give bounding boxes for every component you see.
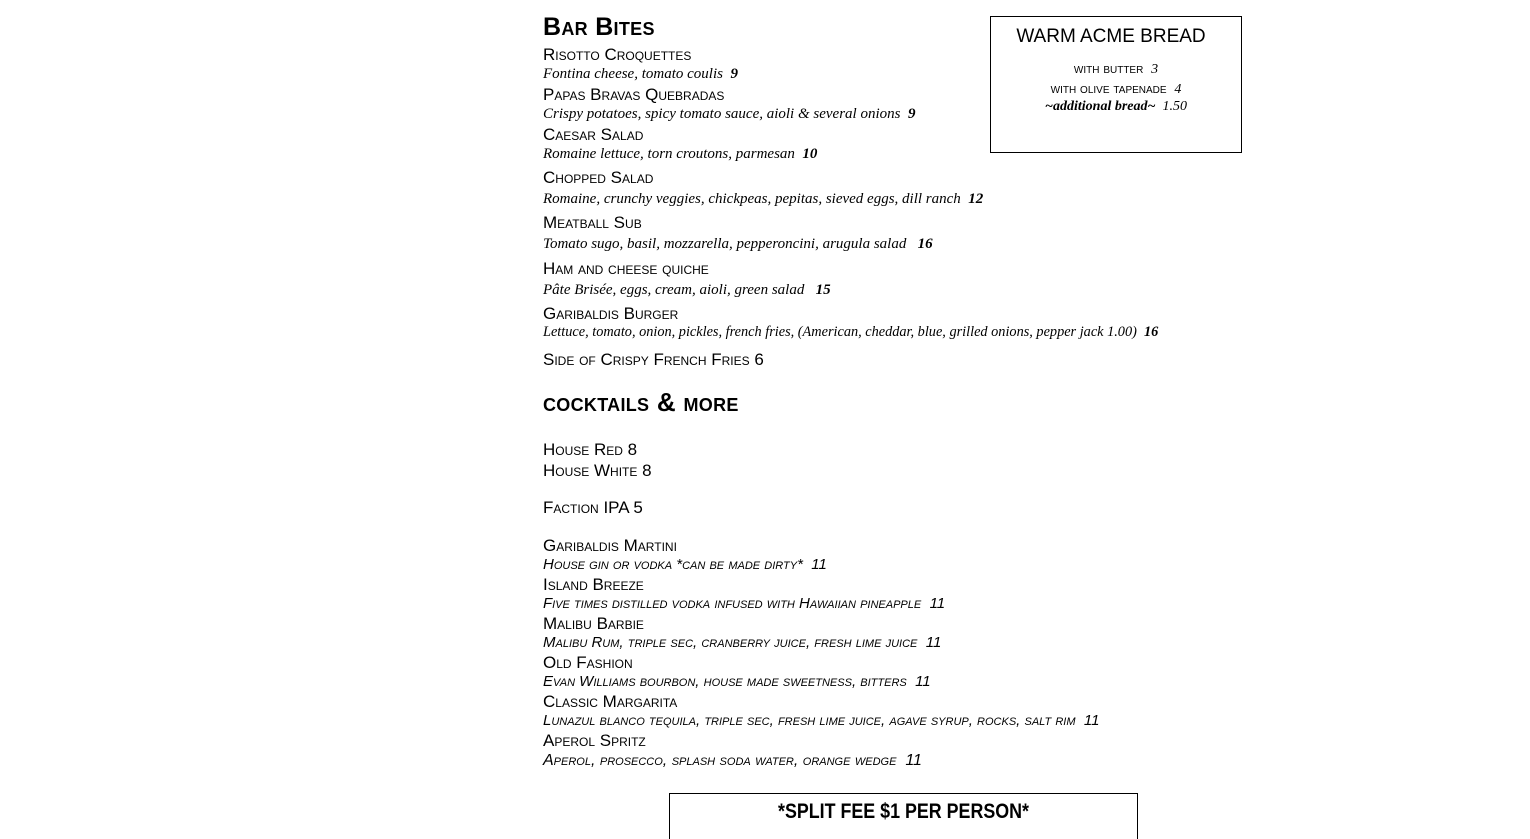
split-fee-text: *SPLIT FEE $1 PER PERSON* [778,800,1029,823]
menu-item-name: Caesar Salad [543,125,644,144]
wine-item: House White 8 [543,461,652,480]
menu-item-price: 9 [730,66,738,82]
menu-item-desc: Romaine lettuce, torn croutons, parmesan 10 [543,146,818,162]
menu-item-price: 15 [815,282,831,298]
menu-item-desc: Fontina cheese, tomato coulis 9 [543,66,738,82]
bar-bites-heading: Bar Bites [543,13,655,41]
drink-desc: Lunazul blanco tequila, triple sec, fresh lime juice, agave syrup, rocks, salt rim 11 [543,712,1100,729]
menu-item-price: 16 [1144,324,1159,340]
menu-item-name: Ham and cheese quiche [543,259,709,278]
drink-desc: House gin or vodka *can be made dirty* 11 [543,556,827,573]
cocktails-heading: cocktails & more [543,387,739,417]
drink-desc: Evan Williams bourbon, house made sweetness, bitters 11 [543,673,931,690]
menu-item-desc: Tomato sugo, basil, mozzarella, pepperoncini, arugula salad 16 [543,236,933,252]
drink-desc: Malibu Rum, triple sec, cranberry juice, fresh lime juice 11 [543,634,942,651]
menu-item-price: 12 [968,191,984,207]
drink-name: Garibaldis Martini [543,536,677,555]
bread-title: WARM ACME BREAD [1016,26,1206,47]
drink-name: Old Fashion [543,653,633,672]
menu-item-desc: Lettuce, tomato, onion, pickles, french fries, (American, cheddar, blue, grilled onions, pepper jack 1.00) 16 [543,324,1159,340]
bread-butter: with butter 3 [1073,60,1159,77]
menu-item-price: 16 [917,236,933,252]
menu-item-name: Chopped Salad [543,168,654,187]
bread-box [990,16,1242,153]
menu-item-desc: Romaine, crunchy veggies, chickpeas, pepitas, sieved eggs, dill ranch 12 [543,191,984,207]
menu-item-desc: Pâte Brisée, eggs, cream, aioli, green salad 15 [543,282,831,298]
drink-desc: Aperol, prosecco, splash soda water, orange wedge 11 [543,752,922,769]
bread-tapenade: with olive tapenade 4 [1050,80,1182,97]
side-fries: Side of Crispy French Fries 6 [543,350,764,369]
split-fee-box [669,793,1138,839]
drink-desc: Five times distilled vodka infused with Hawaiian pineapple 11 [543,595,946,612]
menu-item-price: 9 [907,106,916,122]
beer-item: Faction IPA 5 [543,498,643,517]
menu-item-name: Meatball Sub [543,213,642,232]
drink-name: Aperol Spritz [543,731,646,750]
drink-name: Island Breeze [543,575,644,594]
drink-name: Classic Margarita [543,692,678,711]
drink-name: Malibu Barbie [543,614,644,633]
menu-item-name: Risotto Croquettes [543,45,692,64]
menu-item-name: Garibaldis Burger [543,304,679,323]
bread-additional: ~additional bread~ 1.50 [1045,99,1187,114]
wine-item: House Red 8 [543,440,638,459]
menu-item-price: 10 [802,146,818,162]
menu-item-name: Papas Bravas Quebradas [543,85,725,104]
menu-item-desc: Crispy potatoes, spicy tomato sauce, aioli & several onions 9 [543,106,916,122]
